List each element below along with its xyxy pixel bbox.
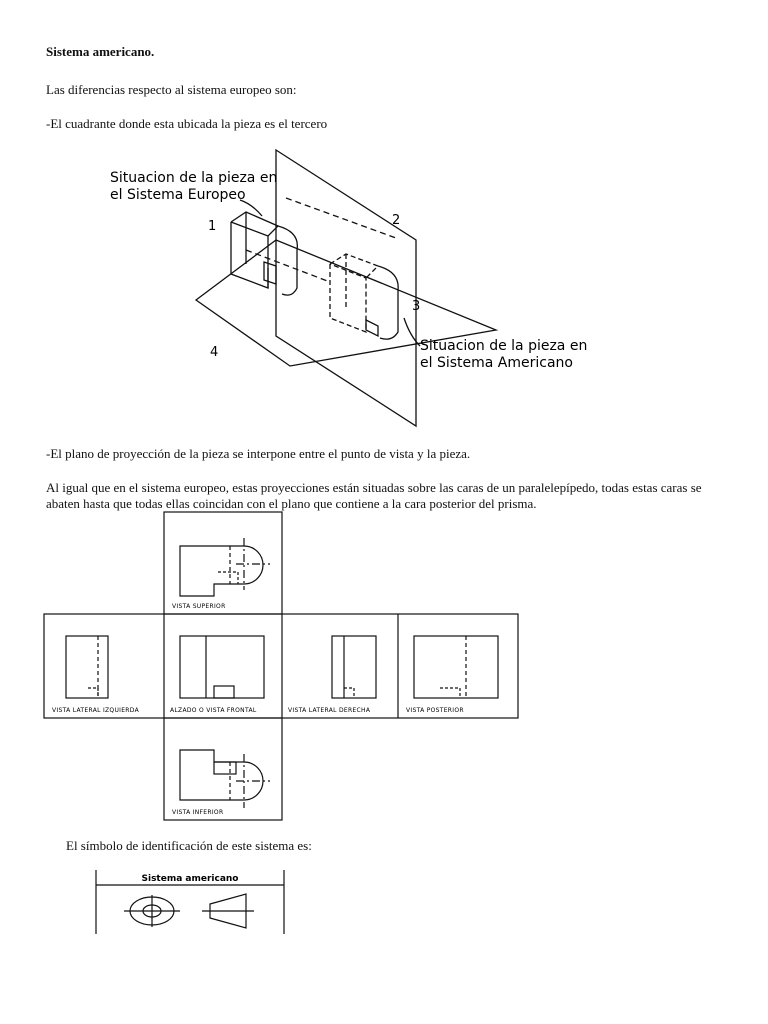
paragraph-projections: Al igual que en el sistema europeo, estas proyecciones están situadas sobre las caras de un paralelepípedo, todas estas caras se abaten hasta que todas ellas coincidan con el plano que contiene a la cara posterior del prisma. — [46, 480, 702, 511]
view-lateral-derecha-label: VISTA LATERAL DERECHA — [288, 707, 371, 714]
view-lateral-izquierda-label: VISTA LATERAL IZQUIERDA — [52, 707, 139, 714]
view-posterior-label: VISTA POSTERIOR — [406, 707, 464, 714]
intro-text: Las diferencias respecto al sistema europeo son: — [46, 82, 297, 97]
quadrant-2-label: 2 — [392, 213, 401, 228]
view-superior-label: VISTA SUPERIOR — [172, 603, 226, 610]
quadrant-4-label: 4 — [210, 345, 219, 360]
symbol-intro-text: El símbolo de identificación de este sistema es: — [66, 838, 312, 853]
quadrant-1-label: 1 — [208, 219, 217, 234]
point-plane: -El plano de proyección de la pieza se interpone entre el punto de vista y la pieza. — [46, 446, 471, 461]
view-frontal-label: ALZADO O VISTA FRONTAL — [170, 707, 257, 714]
symbol-title: Sistema americano — [141, 874, 239, 884]
point-quadrant: -El cuadrante donde esta ubicada la pieza es el tercero — [46, 116, 328, 131]
label-europeo-line2: el Sistema Europeo — [110, 187, 246, 203]
label-americano-line1: Situacion de la pieza en — [420, 338, 588, 354]
label-americano-line2: el Sistema Americano — [420, 355, 573, 371]
quadrant-3-label: 3 — [412, 299, 421, 314]
label-europeo-line1: Situacion de la pieza en — [110, 170, 278, 186]
view-inferior-label: VISTA INFERIOR — [172, 809, 224, 816]
page-heading: Sistema americano. — [46, 44, 155, 59]
